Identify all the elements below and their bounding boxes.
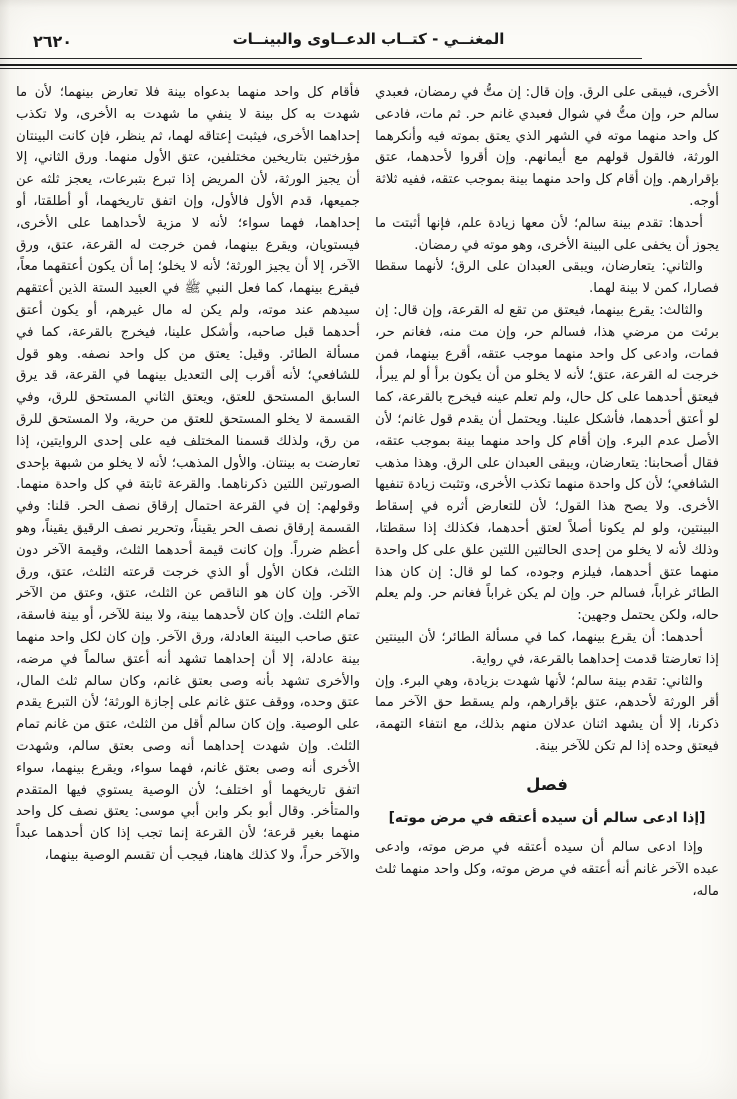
page-header	[15, 26, 722, 58]
column-left	[16, 82, 360, 1085]
section-heading: فصل	[526, 774, 568, 794]
book-name: المغنــي	[443, 30, 505, 48]
body-paragraph: والثاني: تقدم بينة سالم؛ لأنها شهدت بزيادة، وهي البرء. وإن أقر الورثة لأحدهم، عتق بإقرارهم، ولم يسقط حق الآخر مما ذكرنا، إلا أن يشهد اثنان عدلان منهم بذلك، مع انتفاء التهمة، فيعتق وحده إذا لم تكن للآخر بينة.	[375, 673, 719, 754]
body-paragraph: والثاني: يتعارضان، ويبقى العبدان على الرق؛ لأنهما سقطا فصارا، كمن لا بينة لهما.	[375, 259, 719, 297]
column-right	[375, 82, 719, 1085]
page-title	[185, 30, 552, 48]
scan-shadow-top	[0, 0, 737, 8]
scan-shadow-left	[0, 0, 10, 1099]
section-subtitle: [إذا ادعى سالم أن سيده أعتقه في مرض موته]	[388, 809, 706, 826]
page-number: ٢٦٢٠	[33, 32, 73, 51]
body-paragraph: وإذا ادعى سالم أن سيده أعتقه في مرض موته، وادعى عبده الآخر غانم أنه أعتقه في مرض موته، وكل واحد منهما ثلث ماله،	[375, 840, 719, 899]
header-rule-secondary	[0, 68, 737, 69]
body-paragraph: أحدها: تقدم بينة سالم؛ لأن معها زيادة علم، فإنها أثبتت ما يجوز أن يخفى على البينة الأخرى، وهو موته في رمضان.	[375, 215, 719, 253]
header-rule-short	[0, 58, 642, 59]
chapter-name: كتــاب الدعــاوى والبينــات	[232, 30, 427, 48]
header-rule-main	[0, 64, 737, 66]
text-columns	[16, 82, 719, 1085]
body-paragraph: والثالث: يقرع بينهما، فيعتق من تقع له القرعة، وإن قال: إن برئت من مرضي هذا، فسالم حر، وإن مت منه، فغانم حر، فمات، وادعى كل واحد منهما موجب عتقه، أقرع بينهما، فمن خرجت له القرعة، عتق؛ لأنه لا يخلو من أن يكون برأ أو لم يبرأ، فيعتق أحدهما على كل حال، ولم تعلم عينه فيخرج بالقرعة، كما لو أعتق أحدهما، فأشكل علينا. ويحتمل أن يقدم قول غانم؛ لأن الأصل عدم البرء. وإن أقام كل واحد منهما بينة بموجب عتقه، فقال أصحابنا: يتعارضان، ويبقى العبدان على الرق. وهذا مذهب الشافعي؛ لأن كل واحدة منهما تكذب الأخرى، وتثبت زيادة تنفيها الأخرى. ولا يصح هذا القول؛ لأن للتعارض أثره في إسقاط البينتين، ولو لم يكونا أصلاً لعتق أحدهما، فكذلك إذا سقطتا، وذلك لأنه لا يخلو من إحدى الحالتين اللتين علق على كل واحدة منهما عتق أحدهما، فيلزم وجوده، كما لو قال: إن كان هذا الطائر غراباً، فسالم حر. وإن لم يكن غراباً فغانم حر. ولم يعلم حاله، ولكن يحتمل وجهين:	[375, 302, 719, 624]
body-paragraph: أحدهما: أن يقرع بينهما، كما في مسألة الطائر؛ لأن البينتين إذا تعارضتا قدمت إحداهما بالقرعة، في رواية.	[375, 629, 719, 667]
title-separator: -	[426, 30, 444, 48]
body-paragraph: الأخرى، فيبقى على الرق. وإن قال: إن متُّ في رمضان، فعبدي سالم حر، وإن متُّ في شوال فعبدي غانم حر. ثم مات، فادعى كل واحد منهما موته في الشهر الذي يعتق بموته فيه وأنكرهما الورثة، فالقول قولهم مع أيمانهم. وإن أقروا لأحدهما، عتق بإقرارهم. وإن أقام كل واحد منهما بينة بموجب عتقه، ففيه ثلاثة أوجه.	[375, 85, 719, 209]
body-paragraph: فأقام كل واحد منهما بدعواه بينة فلا تعارض بينهما؛ لأن ما شهدت به كل بينة لا ينفي ما شهدت به الأخرى، ولا تكذب إحداهما الأخرى، فيثبت إعتاقه لهما، ثم ينظر، فإن كانت البينتان مؤرختين بتاريخين مختلفين، عتق الأول منهما. ورق الثاني، إلا أن يجيز الورثة، لأن المريض إذا تبرع بتبرعات، يعجز ثلثه عن جميعها، قدم الأول فالأول، وإن اتفق تاريخهما، أو أطلقتا، أو إحداهما، فهما سواء؛ لأنه لا مزية لأحداهما على الأخرى، فيستويان، ويقرع بينهما، فمن خرجت له القرعة، عتق، ورق الآخر، إلا أن يجيز الورثة؛ لأنه لا يخلو؛ إما أن يكون أعتقهما معاً، فيقرع بينهما، كما فعل النبي ﷺ في العبيد الستة الذين أعتقهم سيدهم عند موته، ولم يكن له مال غيرهم، أو يكون أعتق أحدهما قبل صاحبه، وأشكل علينا، فيخرج بالقرعة، كما في مسألة الطائر. وقيل: يعتق من كل واحد نصفه. وهو قول للشافعي؛ لأنه أقرب إلى التعديل بينهما في القرعة، قد يرق السابق المستحق للعتق، ويعتق الثاني المستحق للرق، وفي القسمة لا يخلو المستحق للعتق من حرية، ولا المستحق للرق من رق، ولذلك قسمنا المختلف فيه على إحدى الروايتين، إذا تعارضت به بينتان. والأول المذهب؛ لأنه لا يخلو من شبهة بإحدى الصورتين اللتين ذكرناهما. والقرعة ثابتة في كل واحدة منهما. وقولهم: إن في القرعة احتمال إرقاق نصف الحر. قلنا: وفي القسمة إرقاق نصف الحر يقيناً، وتحرير نصف الرقيق يقيناً، وهو أعظم ضرراً. وإن كانت قيمة أحدهما الثلث، وقيمة الآخر دون الثلث، فكان الأول أو الذي خرجت قرعته الثلث، عتق، ورق الآخر. وإن كان هو الناقص عن الثلث، عتق، وعتق من الآخر تمام الثلث. وإن كان لأحدهما بينة، ولا بينة للآخر، أو بينة فاسقة، عتق صاحب البينة العادلة، ورق الآخر. وإن كان لكل واحد منهما بينة عادلة، إلا أن إحداهما تشهد أنه أعتق سالماً في مرضه، والأخرى تشهد بأنه وصى بعتق غانم، وكان سالم ثلث المال، عتق وحده، ووقف عتق غانم على إجازة الورثة؛ لأن التبرع يقدم على الوصية. وإن كان سالم أقل من الثلث، عتق من غانم تمام الثلث. وإن شهدت إحداهما أنه وصى بعتق سالم، وشهدت الأخرى أنه وصى بعتق غانم، فهما سواء، ويقرع بينهما، سواء اتفق تاريخهما أو اختلف؛ لأن الوصية يستوي فيها المتقدم والمتأخر. وقال أبو بكر وابن أبي موسى: يعتق نصف كل واحد منهما بغير قرعة؛ لأن القرعة إنما تجب إذا كان أحدهما عبداً والآخر حراً، ولا كذلك هاهنا، فيجب أن تقسم الوصية بينهما،	[16, 85, 360, 863]
